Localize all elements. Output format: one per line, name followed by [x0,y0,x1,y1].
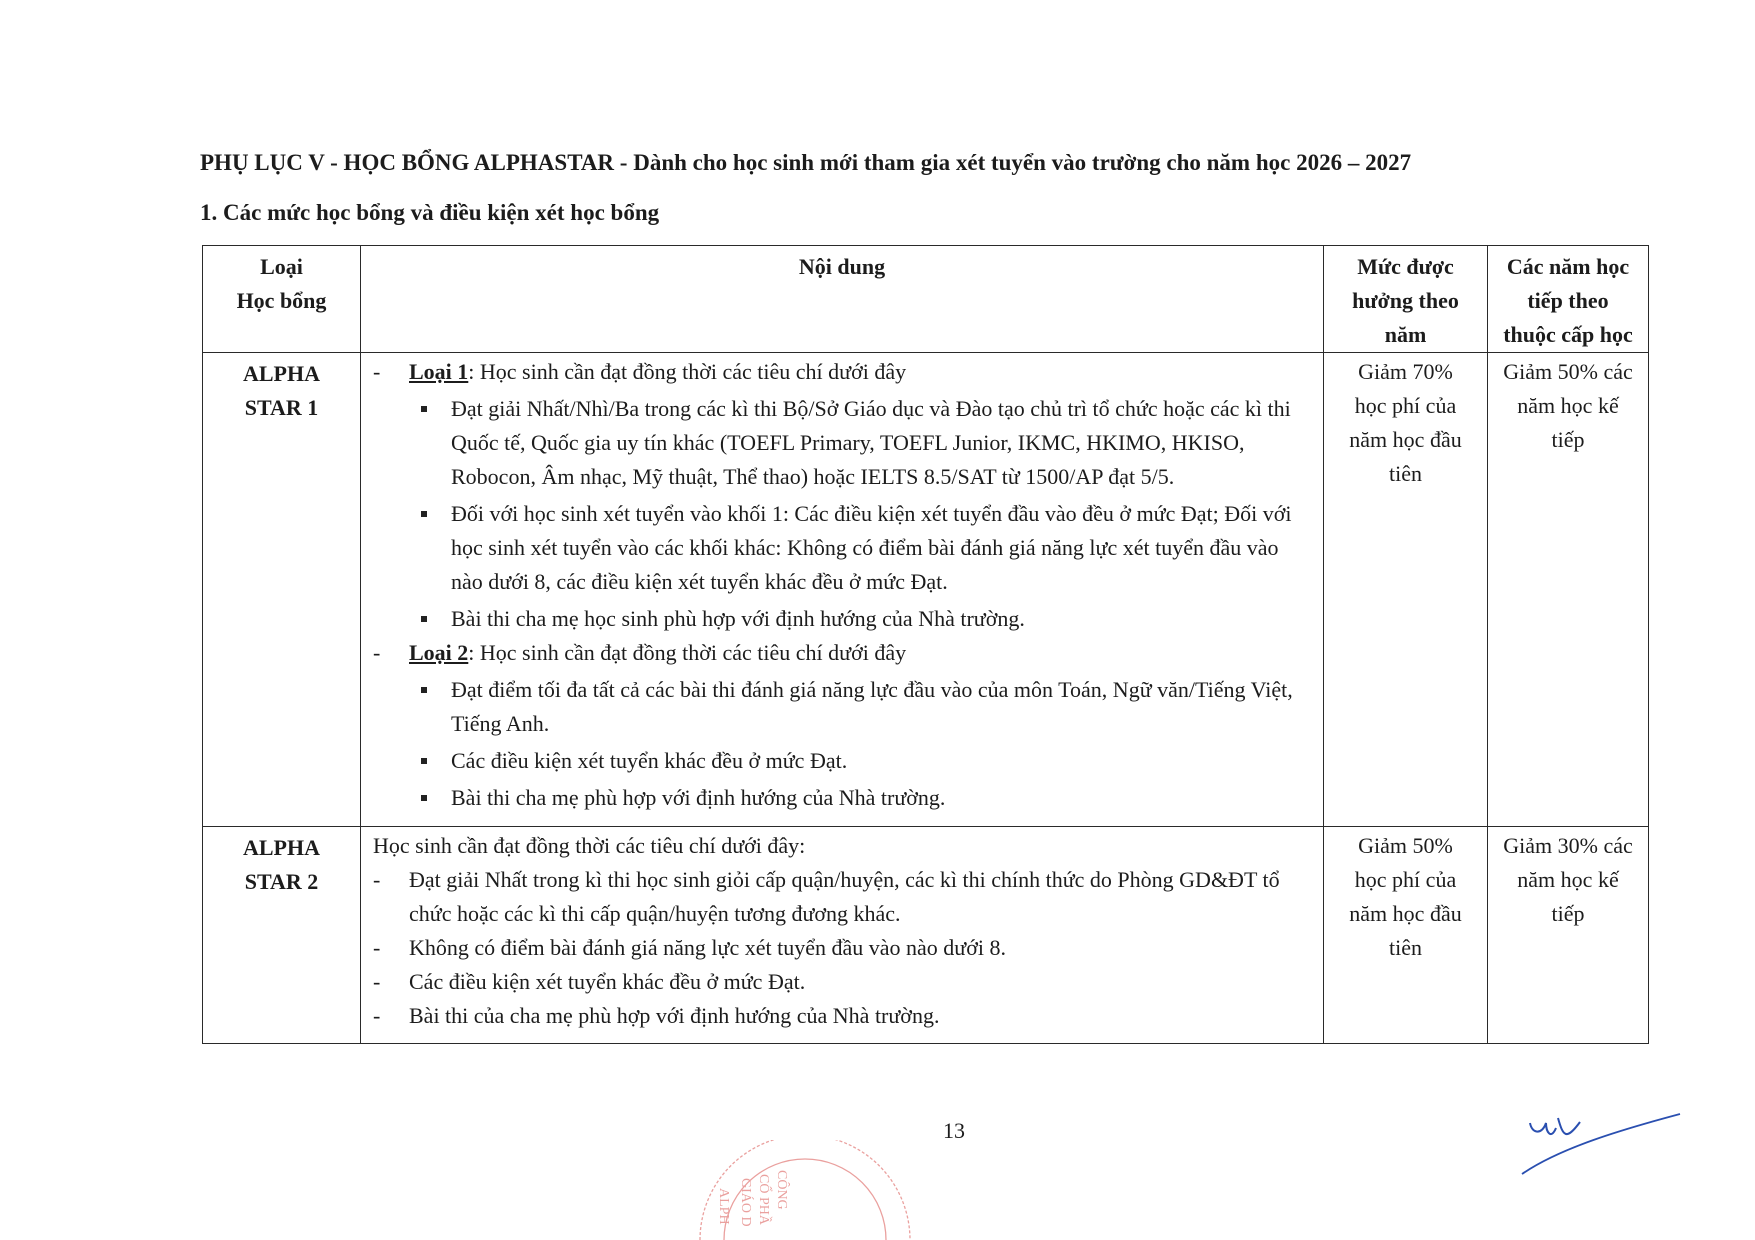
next-years-benefit [1488,353,1649,827]
criteria-bullet: Đạt giải Nhất/Nhì/Ba trong các kì thi Bộ/Sở Giáo dục và Đào tạo chủ trì tổ chức hoặc các kì thi Quốc tế, Quốc gia uy tín khác (TOEFL Primary, TOEFL Junior, IKMC, HKIMO, HKISO, Robocon, Âm nhạc, Mỹ thuật, Thể thao) hoặc IELTS 8.5/SAT từ 1500/AP đạt 5/5. [373,392,1315,494]
next-years-benefit [1488,827,1649,1044]
benefit-line: năm học kế [1517,867,1619,892]
svg-text:GIÁO D: GIÁO D [738,1178,753,1227]
group-label: Loại 1 [409,359,469,384]
red-seal-stamp [690,1140,920,1240]
scholarship-criteria [361,353,1324,827]
svg-text:ALPH: ALPH [716,1188,731,1225]
header-content [361,246,1324,353]
criteria-group-1 [373,355,1315,389]
benefit-line: Giảm 30% các [1503,833,1633,858]
page-number: 13 [943,1118,965,1143]
header-next-years [1488,246,1649,353]
benefit-line: Giảm 50% [1358,833,1453,858]
criteria-intro: Học sinh cần đạt đồng thời các tiêu chí dưới đây: [373,833,806,858]
criteria-item: - Bài thi của cha mẹ phù hợp với định hướng của Nhà trường. [373,999,1315,1033]
benefit-line: Giảm 70% [1358,359,1453,384]
header-line: hưởng theo [1352,288,1459,313]
criteria-bullet: Đạt điểm tối đa tất cả các bài thi đánh giá năng lực đầu vào của môn Toán, Ngữ văn/Tiếng Việt, Tiếng Anh. [373,673,1315,741]
scholarship-name-line: ALPHA [243,835,320,860]
first-year-benefit [1324,353,1488,827]
header-line: Các năm học [1506,254,1630,279]
criteria-item: - Không có điểm bài đánh giá năng lực xét tuyển đầu vào nào dưới 8. [373,931,1315,965]
scholarship-table [202,245,1649,1044]
benefit-line: năm học đầu [1349,901,1462,926]
header-line: Nội dung [798,254,886,279]
header-line: Học bổng [236,288,327,313]
benefit-line: tiên [1389,461,1422,486]
header-benefit [1324,246,1488,353]
benefit-line: tiên [1389,935,1422,960]
scholarship-name [203,827,361,1044]
benefit-line: tiếp [1551,901,1585,926]
benefit-line: tiếp [1551,427,1585,452]
table-header-row [203,246,1649,353]
benefit-line: năm học đầu [1349,427,1462,452]
scholarship-name [203,353,361,827]
scholarship-name-line: STAR 1 [244,395,319,420]
criteria-bullet: Các điều kiện xét tuyển khác đều ở mức Đạt. [373,744,1315,778]
group-label: Loại 2 [409,640,469,665]
benefit-line: học phí của [1354,393,1457,418]
group-lead: : Học sinh cần đạt đồng thời các tiêu chí dưới đây [468,359,907,384]
group-lead: : Học sinh cần đạt đồng thời các tiêu chí dưới đây [468,640,907,665]
benefit-line: Giảm 50% các [1503,359,1633,384]
signature-mark [1520,1108,1685,1178]
header-line: thuộc cấp học [1503,322,1633,347]
section-heading: 1. Các mức học bổng và điều kiện xét học bổng [200,200,660,225]
criteria-bullet: Bài thi cha mẹ học sinh phù hợp với định hướng của Nhà trường. [373,602,1315,636]
table-row-alpha-star-1 [203,353,1649,827]
criteria-bullet: Bài thi cha mẹ phù hợp với định hướng của Nhà trường. [373,781,1315,815]
benefit-line: học phí của [1354,867,1457,892]
scholarship-name-line: STAR 2 [244,869,319,894]
scholarship-criteria [361,827,1324,1044]
svg-text:CỔ PHẦ: CỔ PHẦ [756,1174,771,1225]
header-line: Mức được [1357,254,1454,279]
criteria-bullet: Đối với học sinh xét tuyển vào khối 1: Các điều kiện xét tuyển đầu vào đều ở mức Đạt; Đối với học sinh xét tuyển vào các khối khác: Không có điểm bài đánh giá năng lực xét tuyển đầu vào nào dưới 8, các điều kiện xét tuyển khác đều ở mức Đạt. [373,497,1315,599]
scholarship-name-line: ALPHA [243,361,320,386]
table-row-alpha-star-2 [203,827,1649,1044]
benefit-line: năm học kế [1517,393,1619,418]
appendix-title: PHỤ LỤC V - HỌC BỔNG ALPHASTAR - Dành cho học sinh mới tham gia xét tuyển vào trường cho năm học 2026 – 2027 [200,150,1412,175]
svg-text:CÔNG: CÔNG [774,1170,789,1210]
header-line: Loại [260,254,303,279]
first-year-benefit [1324,827,1488,1044]
criteria-item: - Đạt giải Nhất trong kì thi học sinh giỏi cấp quận/huyện, các kì thi chính thức do Phòng GD&ĐT tổ chức hoặc các kì thi cấp quận/huyện tương đương khác. [373,863,1315,931]
criteria-group-2 [373,636,1315,670]
header-line: năm [1384,322,1427,347]
header-line: tiếp theo [1527,288,1609,313]
criteria-item: - Các điều kiện xét tuyển khác đều ở mức Đạt. [373,965,1315,999]
header-scholarship-type [203,246,361,353]
